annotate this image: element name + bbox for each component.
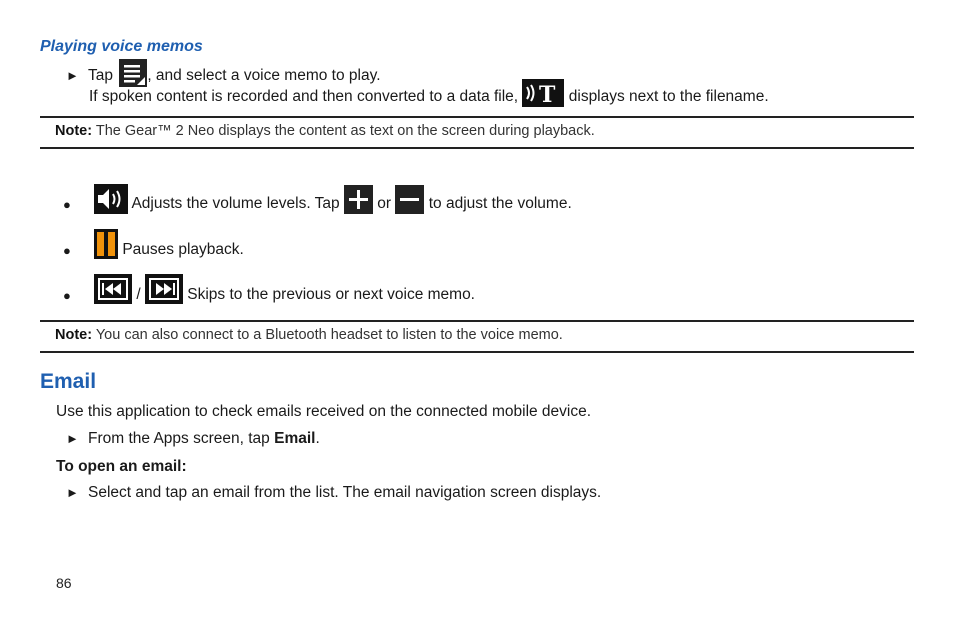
email-step-end: .: [315, 430, 320, 447]
pause-icon: [94, 229, 118, 259]
volume-text: Adjusts the volume levels. Tap: [131, 195, 340, 213]
pause-text: Pauses playback.: [122, 241, 244, 258]
minus-icon: [395, 185, 424, 214]
skip-text: Skips to the previous or next voice memo.: [187, 286, 475, 303]
previous-icon: [94, 274, 132, 304]
bullet-volume: [94, 194, 572, 214]
email-intro: Use this application to check emails received on the connected mobile device.: [56, 403, 592, 420]
bullet-dot: ●: [63, 288, 71, 303]
page-number: 86: [56, 575, 72, 591]
note-bluetooth: [55, 327, 563, 343]
email-step-apps: [66, 429, 320, 449]
bullet-dot: ●: [63, 197, 71, 212]
email-step-open: [66, 483, 601, 503]
open-email-subheading: To open an email:: [56, 458, 187, 475]
email-open-text: Select and tap an email from the list. The email navigation screen displays.: [88, 484, 602, 501]
step-tap-label: Tap: [88, 67, 113, 85]
speech-to-text-icon: [522, 79, 564, 107]
speech-to-text-before: If spoken content is recorded and then converted to a data file,: [89, 88, 519, 106]
note-label: Note:: [55, 123, 93, 139]
speech-to-text-line: [89, 82, 769, 107]
step-select-memo: [66, 65, 381, 87]
note-top-rule: [40, 116, 914, 118]
arrow-bullet: ►: [66, 68, 79, 84]
note2-top-rule: [40, 320, 914, 322]
or-text: or: [377, 195, 392, 213]
bullet-dot: ●: [63, 243, 71, 258]
note2-label: Note:: [55, 327, 93, 343]
volume-icon: [94, 184, 128, 214]
note-gear-display: [55, 123, 595, 139]
note2-text: You can also connect to a Bluetooth headset to listen to the voice memo.: [95, 327, 563, 343]
email-step-text: From the Apps screen, tap: [88, 430, 270, 447]
email-heading: Email: [40, 370, 97, 393]
note2-bottom-rule: [40, 351, 914, 353]
note-text: The Gear™ 2 Neo displays the content as text on the screen during playback.: [95, 123, 595, 139]
arrow-bullet: ►: [66, 485, 79, 500]
plus-icon: [344, 185, 373, 214]
bullet-skip: [94, 285, 475, 305]
volume-after-text: to adjust the volume.: [428, 195, 572, 213]
skip-separator: /: [136, 286, 141, 303]
speech-to-text-after: displays next to the filename.: [568, 88, 769, 106]
list-icon: [119, 59, 147, 87]
section-heading-playing-voice-memos: Playing voice memos: [40, 38, 203, 55]
step-select-text: , and select a voice memo to play.: [147, 67, 381, 85]
svg-text:T: T: [539, 82, 556, 107]
email-step-bold: Email: [274, 430, 316, 447]
arrow-bullet: ►: [66, 431, 79, 446]
next-icon: [145, 274, 183, 304]
bullet-pause: [94, 240, 244, 260]
note-bottom-rule: [40, 147, 914, 149]
